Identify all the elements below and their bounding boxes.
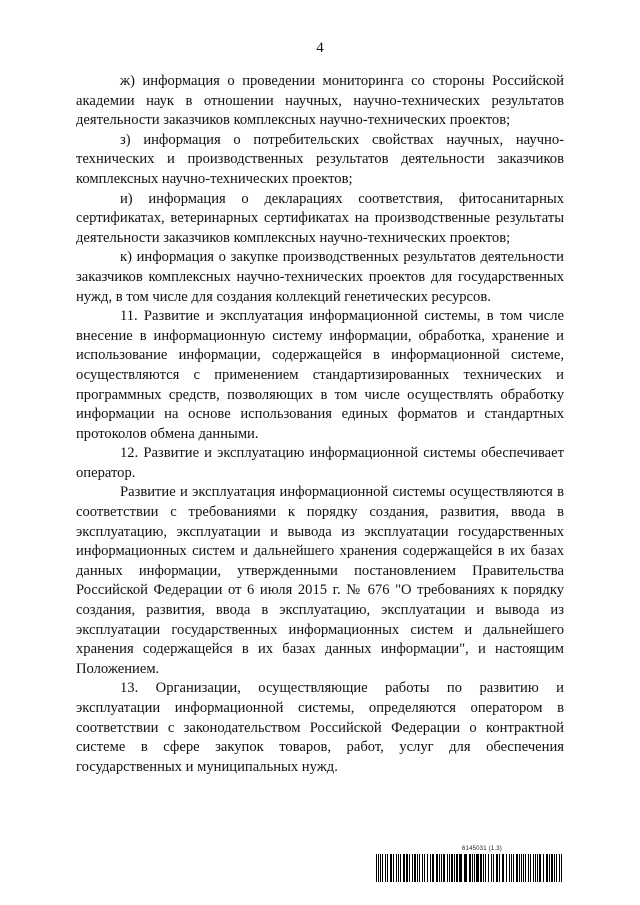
paragraph-12-development: Развитие и эксплуатация информационной системы осуществляются в соответствии с требованиями к порядку создания, развития, ввода в эксплуатацию, эксплуатации и вывода из эксплуатации государственных информационных систем и дальнейшего хранения содержащейся в их базах данных информации, утвержденными постановлением Правительства Российской Федерации от 6 июля 2015 г. № 676 "О требованиях к порядку создания, развития, ввода в эксплуатацию, эксплуатации и вывода из эксплуатации государственных информационных систем и дальнейшего хранения содержащейся в их базах данных информации", и настоящим Положением. [76,484,564,677]
paragraph-13: 13. Организации, осуществляющие работы по развитию и эксплуатации информационной системы, определяются оператором в соответствии с законодательством Российской Федерации о контрактной системе в сфере закупок товаров, работ, услуг для обеспечения государственных и муниципальных нужд. [76,680,564,775]
paragraph-i: и) информация о декларациях соответствия, фитосанитарных сертификатах, ветеринарных сертификатах на производственные результаты деятельности заказчиков комплексных научно-технических проектов; [76,190,564,246]
paragraph-k: к) информация о закупке производственных результатов деятельности заказчиков комплексных научно-технических проектов для государственных нужд, в том числе для создания коллекций генетических ресурсов. [76,249,564,305]
paragraph-11: 11. Развитие и эксплуатация информационной системы, в том числе внесение в информационную систему информации, обработка, хранение и использование информации, содержащейся в информационной системе, осуществляются с применением стандартизированных технических и программных средств, позволяющих в том числе осуществлять обработку информации на основе использования единых форматов и стандартных протоколов обмена данными. [76,308,564,442]
document-body [76,72,564,777]
paragraph-zh: ж) информация о проведении мониторинга со стороны Российской академии наук в отношении научных, научно-технических результатов деятельности заказчиков комплексных научно-технических проектов; [76,73,564,129]
paragraph-12: 12. Развитие и эксплуатацию информационной системы обеспечивает оператор. [76,445,564,481]
paragraph-z: з) информация о потребительских свойствах научных, научно-технических и производственных результатов деятельности заказчиков комплексных научно-технических проектов; [76,131,564,187]
barcode-number: 6145031 (1.3) [462,846,502,852]
page-number: 4 [316,40,324,56]
barcode-image [376,854,564,882]
